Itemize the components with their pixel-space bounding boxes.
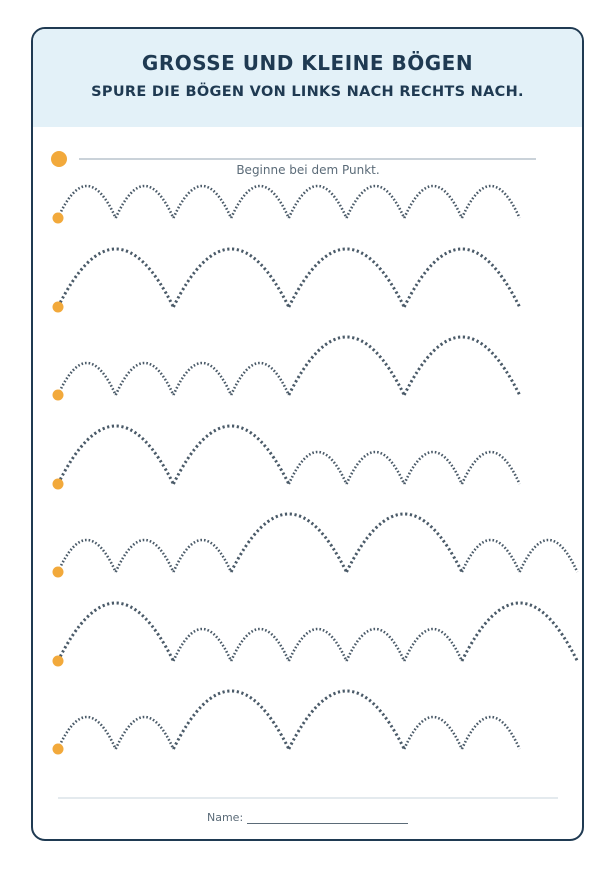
small-arc-trace[interactable]	[58, 717, 116, 749]
small-arc-trace[interactable]	[520, 540, 578, 572]
small-arc-trace[interactable]	[289, 629, 347, 661]
small-arc-trace[interactable]	[116, 540, 174, 572]
small-arc-trace[interactable]	[116, 186, 174, 218]
arc-row	[53, 337, 520, 401]
small-arc-trace[interactable]	[289, 452, 347, 484]
big-arc-trace[interactable]	[58, 603, 173, 661]
small-arc-trace[interactable]	[347, 452, 405, 484]
small-arc-trace[interactable]	[58, 540, 116, 572]
row-start-dot-icon	[53, 302, 64, 313]
small-arc-trace[interactable]	[462, 717, 520, 749]
row-start-dot-icon	[53, 567, 64, 578]
name-write-line[interactable]	[247, 823, 408, 824]
arc-row	[53, 603, 578, 667]
small-arc-trace[interactable]	[231, 363, 289, 395]
small-arc-trace[interactable]	[404, 186, 462, 218]
small-arc-trace[interactable]	[404, 717, 462, 749]
small-arc-trace[interactable]	[462, 186, 520, 218]
small-arc-trace[interactable]	[289, 186, 347, 218]
big-arc-trace[interactable]	[173, 691, 288, 749]
small-arc-trace[interactable]	[58, 363, 116, 395]
big-arc-trace[interactable]	[173, 249, 288, 307]
big-arc-trace[interactable]	[58, 249, 173, 307]
small-arc-trace[interactable]	[173, 629, 231, 661]
page-subtitle: SPURE DIE BÖGEN VON LINKS NACH RECHTS NACH.	[91, 84, 524, 100]
row-start-dot-icon	[53, 744, 64, 755]
big-arc-trace[interactable]	[173, 426, 288, 484]
big-arc-trace[interactable]	[404, 249, 519, 307]
instruction-hint: Beginne bei dem Punkt.	[236, 163, 380, 177]
small-arc-trace[interactable]	[116, 363, 174, 395]
small-arc-trace[interactable]	[462, 540, 520, 572]
small-arc-trace[interactable]	[116, 717, 174, 749]
name-label: Name:	[207, 811, 244, 824]
row-start-dot-icon	[53, 479, 64, 490]
arc-row	[53, 514, 578, 578]
big-arc-trace[interactable]	[289, 691, 404, 749]
small-arc-trace[interactable]	[173, 186, 231, 218]
small-arc-trace[interactable]	[347, 186, 405, 218]
row-start-dot-icon	[53, 656, 64, 667]
small-arc-trace[interactable]	[173, 540, 231, 572]
big-arc-trace[interactable]	[289, 249, 404, 307]
small-arc-trace[interactable]	[231, 186, 289, 218]
big-arc-trace[interactable]	[58, 426, 173, 484]
big-arc-trace[interactable]	[404, 337, 519, 395]
arc-row	[53, 426, 520, 490]
big-arc-trace[interactable]	[347, 514, 462, 572]
big-arc-trace[interactable]	[289, 337, 404, 395]
row-start-dot-icon	[53, 390, 64, 401]
small-arc-trace[interactable]	[173, 363, 231, 395]
small-arc-trace[interactable]	[58, 186, 116, 218]
small-arc-trace[interactable]	[462, 452, 520, 484]
small-arc-trace[interactable]	[347, 629, 405, 661]
big-arc-trace[interactable]	[462, 603, 577, 661]
small-arc-trace[interactable]	[231, 629, 289, 661]
small-arc-trace[interactable]	[404, 629, 462, 661]
page-title: GROSSE UND KLEINE BÖGEN	[141, 51, 474, 75]
row-start-dot-icon	[53, 213, 64, 224]
small-arc-trace[interactable]	[404, 452, 462, 484]
big-arc-trace[interactable]	[231, 514, 346, 572]
arc-row	[53, 691, 520, 755]
arc-row	[53, 249, 520, 313]
arc-row	[53, 186, 520, 224]
